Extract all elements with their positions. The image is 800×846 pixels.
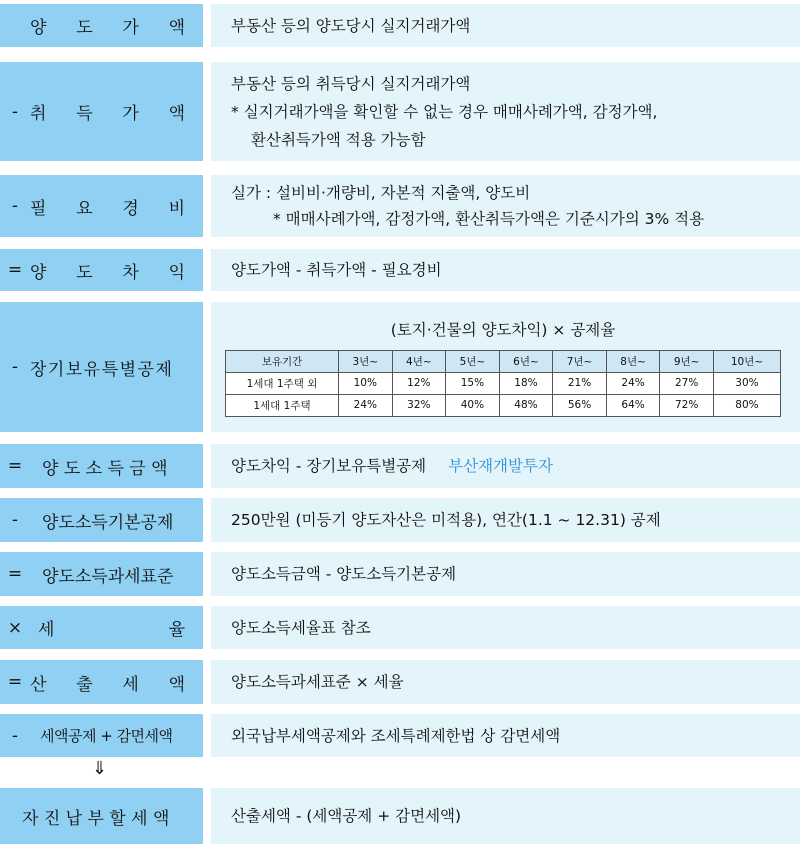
label-char: 익 — [168, 262, 185, 283]
highlight-text: 부산재개발투자 — [448, 457, 553, 475]
down-arrow-icon: ⇓ — [92, 758, 108, 779]
label-basic-deduction — [0, 498, 203, 542]
column-header: 4년~ — [392, 350, 446, 372]
label-text: 양도소득과세표준 — [42, 566, 174, 587]
column-header: 9년~ — [660, 350, 714, 372]
table-cell: 15% — [446, 372, 500, 394]
label-tax-rate — [0, 606, 203, 649]
table-cell: 56% — [553, 394, 607, 416]
label-char: 액 — [168, 18, 185, 38]
table-cell: 32% — [392, 394, 446, 416]
table-cell: 72% — [660, 394, 714, 416]
table-header-row — [226, 350, 781, 372]
row-tax-rate — [0, 606, 800, 649]
operator: = — [7, 672, 23, 692]
value-line: 실가 : 설비비·개량비, 자본적 지출액, 양도비 — [231, 184, 531, 202]
value-line: * 매매사례가액, 감정가액, 환산취득가액은 기준시가의 3% 적용 — [273, 210, 705, 228]
value-line: 양도소득세율표 참조 — [231, 618, 371, 637]
label-tax-credit — [0, 714, 203, 757]
label-text: 양 도 소 득 금 액 — [42, 458, 168, 479]
value-tax-base — [211, 552, 800, 596]
label-text: 장기보유특별공제 — [30, 359, 174, 380]
table-cell: 27% — [660, 372, 714, 394]
row-calculated-tax — [0, 660, 800, 704]
column-header: 10년~ — [713, 350, 780, 372]
column-header: 6년~ — [499, 350, 553, 372]
table-row — [226, 394, 781, 416]
deduction-title: (토지·건물의 양도차익) × 공제율 — [390, 320, 616, 339]
table-cell: 21% — [553, 372, 607, 394]
label-char: 요 — [76, 198, 93, 219]
column-header: 7년~ — [553, 350, 607, 372]
label-transfer-gain — [0, 249, 203, 291]
value-line: 양도차익 - 장기보유특별공제 — [231, 457, 427, 475]
label-char: 경 — [122, 198, 139, 219]
operator: = — [7, 456, 23, 476]
table-cell: 48% — [499, 394, 553, 416]
label-tax-base — [0, 552, 203, 596]
row-transfer-gain — [0, 249, 800, 291]
table-cell: 30% — [713, 372, 780, 394]
value-self-payment-tax — [211, 788, 800, 844]
table-cell: 24% — [339, 394, 393, 416]
label-transfer-price — [0, 4, 203, 47]
label-calculated-tax — [0, 660, 203, 704]
value-line: 양도소득과세표준 × 세율 — [231, 673, 404, 691]
row-necessary-expenses — [0, 175, 800, 237]
value-line: 양도가액 - 취득가액 - 필요경비 — [231, 261, 442, 279]
row-acquisition-price — [0, 62, 800, 161]
label-text: 세액공제 + 감면세액 — [40, 727, 173, 745]
value-acquisition-price — [211, 62, 800, 161]
value-calculated-tax — [211, 660, 800, 704]
column-header: 8년~ — [606, 350, 660, 372]
table-cell: 64% — [606, 394, 660, 416]
table-cell: 12% — [392, 372, 446, 394]
label-char: 출 — [76, 674, 93, 695]
label-char: 양 — [30, 18, 47, 38]
value-line: 산출세액 - (세액공제 + 감면세액) — [231, 807, 462, 825]
row-long-term-deduction — [0, 302, 800, 432]
row-tax-credit — [0, 714, 800, 757]
label-text: 자 진 납 부 할 세 액 — [22, 808, 170, 829]
label-char: 취 — [30, 104, 47, 124]
operator: - — [11, 725, 19, 746]
operator: = — [7, 260, 23, 280]
label-char: 가 — [122, 104, 139, 124]
label-acquisition-price — [0, 62, 203, 161]
value-necessary-expenses — [211, 175, 800, 237]
label-text: 양도소득기본공제 — [42, 512, 174, 533]
value-transfer-price — [211, 4, 800, 47]
label-char: 가 — [122, 18, 139, 38]
row-self-payment-tax — [0, 788, 800, 844]
value-transfer-income — [211, 444, 800, 488]
value-basic-deduction — [211, 498, 800, 542]
table-cell: 80% — [713, 394, 780, 416]
label-char: 산 — [30, 674, 47, 695]
value-tax-rate — [211, 606, 800, 649]
operator: - — [11, 357, 19, 377]
label-char: 도 — [76, 18, 93, 38]
column-header: 3년~ — [339, 350, 393, 372]
operator: - — [11, 196, 19, 216]
label-char: 율 — [168, 620, 185, 640]
value-line: 250만원 (미등기 양도자산은 미적용), 연간(1.1 ~ 12.31) 공제 — [231, 511, 661, 529]
value-line: * 실지거래가액을 확인할 수 없는 경우 매매사례가액, 감정가액, — [231, 102, 658, 121]
row-transfer-price — [0, 4, 800, 47]
column-header: 보유기간 — [226, 350, 339, 372]
operator: - — [11, 510, 19, 530]
value-line: 부동산 등의 양도당시 실지거래가액 — [231, 16, 471, 35]
row-transfer-income — [0, 444, 800, 488]
operator: × — [7, 617, 23, 638]
label-self-payment-tax — [0, 788, 203, 844]
table-cell: 24% — [606, 372, 660, 394]
value-long-term-deduction — [211, 302, 800, 432]
table-cell: 40% — [446, 394, 500, 416]
table-cell: 1세대 1주택 — [226, 394, 339, 416]
value-tax-credit — [211, 714, 800, 757]
deduction-rate-table — [225, 350, 781, 417]
label-char: 액 — [168, 104, 185, 124]
label-necessary-expenses — [0, 175, 203, 237]
label-char: 액 — [168, 674, 185, 695]
value-line: 부동산 등의 취득당시 실지거래가액 — [231, 74, 471, 93]
operator: - — [11, 101, 19, 122]
table-cell: 10% — [339, 372, 393, 394]
label-char: 득 — [76, 104, 93, 124]
label-char: 세 — [38, 620, 55, 640]
table-row — [226, 372, 781, 394]
value-line: 양도소득금액 - 양도소득기본공제 — [231, 565, 457, 583]
column-header: 5년~ — [446, 350, 500, 372]
value-transfer-gain — [211, 249, 800, 291]
label-char: 세 — [122, 674, 139, 695]
row-tax-base — [0, 552, 800, 596]
label-char: 도 — [76, 262, 93, 283]
value-line: 외국납부세액공제와 조세특례제한법 상 감면세액 — [231, 726, 561, 745]
operator: = — [7, 564, 23, 584]
label-char: 필 — [30, 198, 47, 219]
value-line: 환산취득가액 적용 가능함 — [251, 130, 426, 149]
label-char: 비 — [168, 198, 185, 219]
table-cell: 1세대 1주택 외 — [226, 372, 339, 394]
label-transfer-income — [0, 444, 203, 488]
label-long-term-deduction — [0, 302, 203, 432]
label-char: 차 — [122, 262, 139, 283]
table-cell: 18% — [499, 372, 553, 394]
label-char: 양 — [30, 262, 47, 283]
row-basic-deduction — [0, 498, 800, 542]
